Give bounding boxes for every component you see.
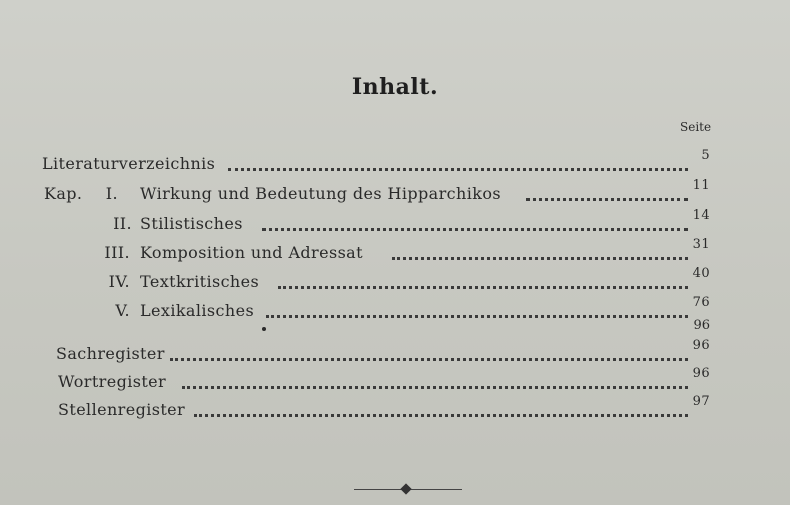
toc-entry xyxy=(0,178,790,208)
stray-dot xyxy=(262,327,266,331)
toc-entry xyxy=(0,148,790,178)
toc-entry-page: 11 xyxy=(692,178,710,193)
page-title: Inhalt. xyxy=(351,74,439,100)
page-column-header: Seite xyxy=(680,120,712,134)
toc-entry-label: Komposition und Adressat xyxy=(140,243,363,262)
chapter-number: V. xyxy=(115,301,130,320)
chapter-number: I. xyxy=(105,184,118,203)
toc-entry-label: Lexikalisches xyxy=(140,301,255,320)
chapter-number: III. xyxy=(104,243,130,262)
toc-entry-label: Wortregister xyxy=(58,372,167,391)
chapter-number: II. xyxy=(113,214,132,233)
toc-entry xyxy=(0,394,790,424)
toc-entry xyxy=(0,295,790,325)
dot-leader xyxy=(278,264,688,289)
toc-entry-page: 40 xyxy=(692,266,710,281)
chapter-number: IV. xyxy=(108,272,130,291)
toc-entry-label: Textkritisches xyxy=(140,272,260,291)
ornament-diamond-icon xyxy=(400,483,411,494)
chapter-prefix: Kap. xyxy=(44,184,83,203)
dot-leader xyxy=(194,392,688,417)
dot-leader xyxy=(392,235,688,260)
dot-leader xyxy=(262,206,688,231)
toc-entry-label: Stilistisches xyxy=(140,214,243,233)
toc-entry-label: Stellenregister xyxy=(58,400,186,419)
toc-entry-label: Sachregister xyxy=(56,344,165,363)
toc-entry-page: 76 xyxy=(692,295,710,310)
toc-entry-page: 96 xyxy=(692,366,710,381)
dot-leader xyxy=(266,293,688,318)
toc-entry-page: 96 xyxy=(692,338,710,353)
end-ornament xyxy=(354,488,462,491)
toc-entry-label: Wirkung und Bedeutung des Hipparchikos xyxy=(140,184,501,203)
dot-leader xyxy=(182,364,688,389)
toc-entry-page: 31 xyxy=(692,237,710,252)
stray-page-number: 96 xyxy=(693,318,710,333)
toc-entry-page: 14 xyxy=(692,208,710,223)
dot-leader xyxy=(228,146,688,171)
dot-leader xyxy=(170,336,688,361)
toc-entry-label: Literaturverzeichnis xyxy=(42,154,216,173)
dot-leader xyxy=(526,176,688,201)
toc-entry-page: 5 xyxy=(701,148,710,163)
toc-entry-page: 97 xyxy=(692,394,710,409)
